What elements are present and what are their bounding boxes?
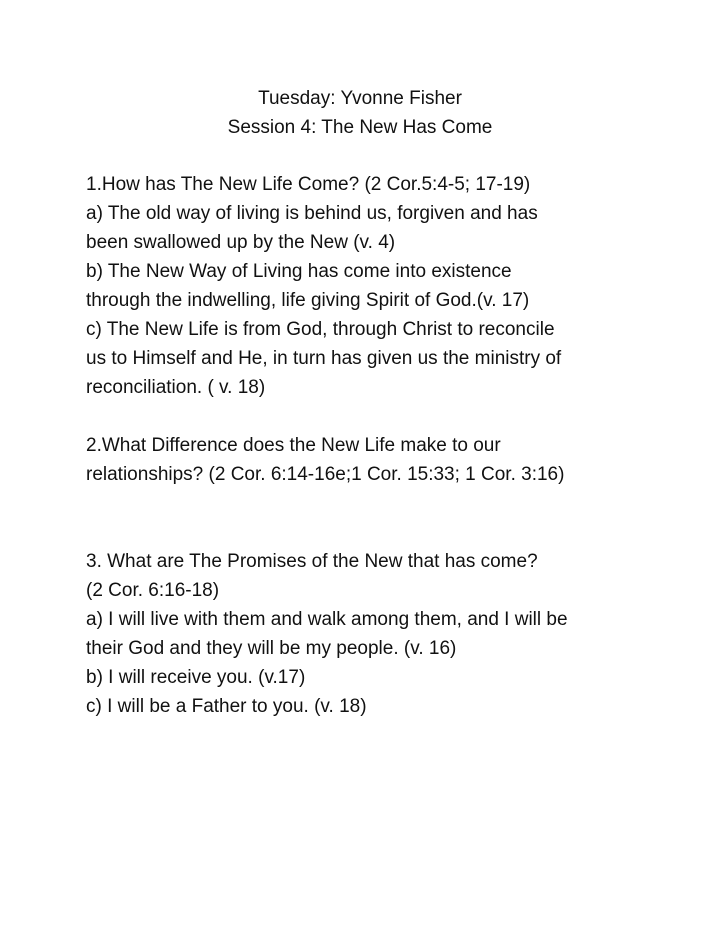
session-title: Session 4: The New Has Come — [227, 117, 493, 138]
question-3-heading: 3. What are The Promises of the New that has come? — [86, 551, 538, 572]
question-1-heading: 1.How has The New Life Come? (2 Cor.5:4-5; 17-19) — [86, 174, 531, 195]
point-3a-line-2: their God and they will be my people. (v. 16) — [86, 638, 457, 659]
point-3a-line-1: a) I will live with them and walk among them, and I will be — [86, 609, 568, 630]
section-promises-of-new — [86, 547, 646, 721]
question-3-reference: (2 Cor. 6:16-18) — [86, 580, 220, 601]
section-how-new-life-came — [86, 170, 646, 402]
question-2-line-2: relationships? (2 Cor. 6:14-16e;1 Cor. 15:33; 1 Cor. 3:16) — [86, 464, 565, 485]
point-1b-line-2: through the indwelling, life giving Spirit of God.(v. 17) — [86, 290, 530, 311]
point-1c-line-3: reconciliation. ( v. 18) — [86, 377, 266, 398]
session-day-speaker: Tuesday: Yvonne Fisher — [258, 88, 462, 109]
point-1a-line-1: a) The old way of living is behind us, forgiven and has — [86, 203, 538, 224]
document-header — [0, 84, 720, 142]
point-1b-line-1: b) The New Way of Living has come into existence — [86, 261, 512, 282]
question-2-line-1: 2.What Difference does the New Life make to our — [86, 435, 501, 456]
section-difference-new-life — [86, 431, 646, 489]
point-3c: c) I will be a Father to you. (v. 18) — [86, 696, 367, 717]
point-1c-line-1: c) The New Life is from God, through Christ to reconcile — [86, 319, 555, 340]
point-3b: b) I will receive you. (v.17) — [86, 667, 306, 688]
point-1c-line-2: us to Himself and He, in turn has given us the ministry of — [86, 348, 562, 369]
point-1a-line-2: been swallowed up by the New (v. 4) — [86, 232, 396, 253]
